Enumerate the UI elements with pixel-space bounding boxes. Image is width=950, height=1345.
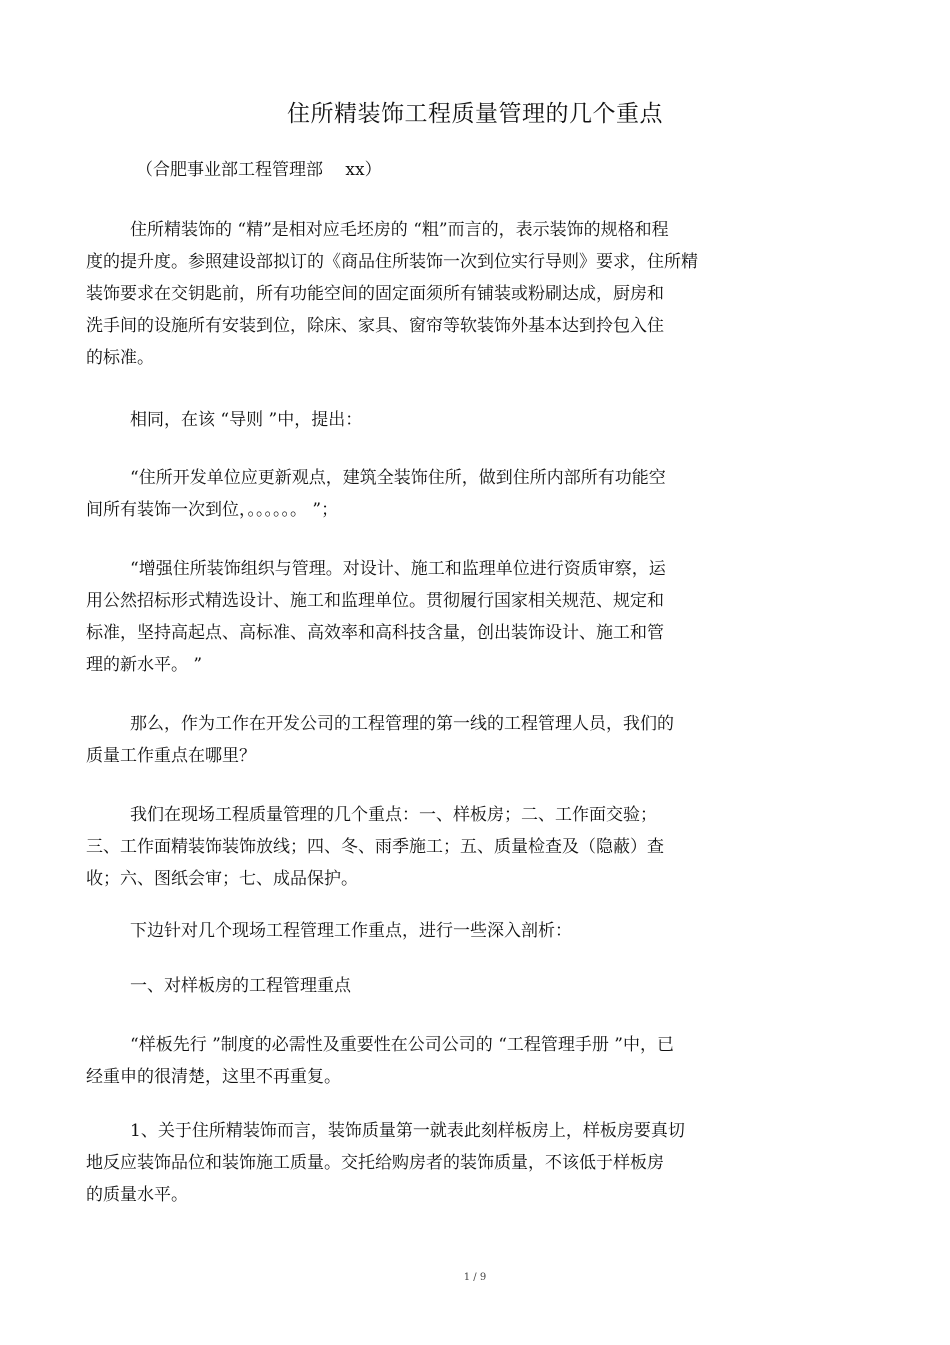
- paragraph-analysis-intro: [86, 915, 826, 947]
- paragraph-line: 的标准。: [86, 348, 154, 368]
- paragraph-line: 那么，作为工作在开发公司的工程管理的第一线的工程管理人员，我们的: [130, 714, 674, 734]
- paragraph-guideline-intro: [86, 404, 826, 436]
- paragraph-line: “增强住所装饰组织与管理。对设计、施工和监理单位进行资质审察，运: [130, 559, 666, 579]
- paragraph-line: 质量工作重点在哪里？: [86, 746, 256, 766]
- paragraph-line: 一、对样板房的工程管理重点: [130, 976, 351, 996]
- paragraph-item-1: [86, 1115, 826, 1211]
- section-heading-1: [86, 970, 826, 1002]
- paragraph-line: 1、关于住所精装饰而言，装饰质量第一就表此刻样板房上，样板房要真切: [130, 1121, 685, 1141]
- document-title: 住所精装饰工程质量管理的几个重点: [287, 101, 663, 127]
- paragraph-intro: [86, 214, 826, 374]
- paragraph-quote-1: [86, 462, 826, 526]
- paragraph-line: 装饰要求在交钥匙前，所有功能空间的固定面须所有铺装或粉刷达成，厨房和: [86, 284, 664, 304]
- paragraph-line: “样板先行 ”制度的必需性及重要性在公司公司的 “工程管理手册 ”中，已: [130, 1035, 674, 1055]
- paragraph-line: 下边针对几个现场工程管理工作重点，进行一些深入剖析：: [130, 921, 572, 941]
- paragraph-line: 洗手间的设施所有安装到位，除床、家具、窗帘等软装饰外基本达到拎包入住: [86, 316, 664, 336]
- page-number: 1 / 9: [463, 1272, 487, 1283]
- paragraph-quote-2: [86, 553, 826, 681]
- paragraph-line: 地反应装饰品位和装饰施工质量。交托给购房者的装饰质量，不该低于样板房: [86, 1153, 664, 1173]
- paragraph-line: 用公然招标形式精选设计、施工和监理单位。贯彻履行国家相关规范、规定和: [86, 591, 664, 611]
- paragraph-sample-first: [86, 1029, 826, 1093]
- paragraph-line: 标准，坚持高起点、高标准、高效率和高科技含量，创出装饰设计、施工和管: [86, 623, 664, 643]
- paragraph-line: 度的提升度。参照建设部拟订的《商品住所装饰一次到位实行导则》要求，住所精: [86, 252, 698, 272]
- paragraph-line: 的质量水平。: [86, 1185, 188, 1205]
- paragraph-line: 经重申的很清楚，这里不再重复。: [86, 1067, 341, 1087]
- paragraph-line: 三、工作面精装饰装饰放线；四、冬、雨季施工；五、质量检查及（隐蔽）查: [86, 837, 664, 857]
- paragraph-line: 间所有装饰一次到位，。。。。。。 ”；: [86, 500, 339, 520]
- paragraph-line: 收；六、图纸会审；七、成品保护。: [86, 869, 358, 889]
- paragraph-line: 住所精装饰的 “精”是相对应毛坯房的 “粗”而言的，表示装饰的规格和程: [130, 220, 669, 240]
- document-byline: （合肥事业部工程管理部 xx）: [136, 160, 382, 180]
- paragraph-key-points: [86, 799, 826, 895]
- paragraph-line: 我们在现场工程质量管理的几个重点：一、样板房；二、工作面交验；: [130, 805, 657, 825]
- paragraph-line: “住所开发单位应更新观点，建筑全装饰住所，做到住所内部所有功能空: [130, 468, 666, 488]
- paragraph-question: [86, 708, 826, 772]
- paragraph-line: 理的新水平。 ”: [86, 655, 203, 675]
- paragraph-line: 相同，在该 “导则 ”中，提出：: [130, 410, 363, 430]
